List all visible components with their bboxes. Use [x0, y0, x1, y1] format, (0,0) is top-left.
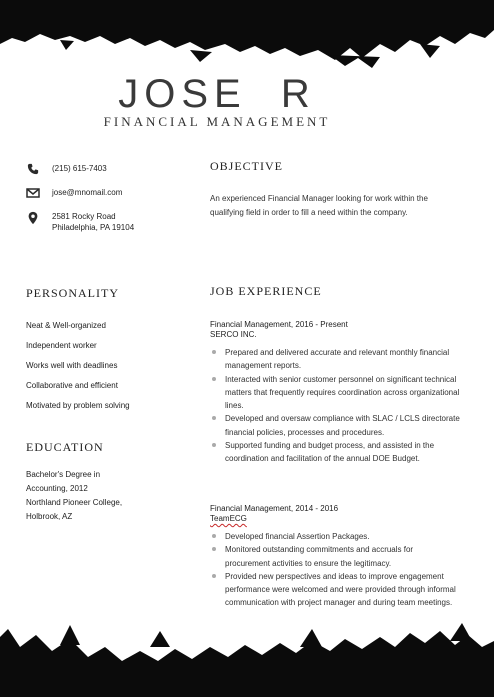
education-line: Northland Pioneer College, [26, 498, 123, 507]
job-bullet: Developed and oversaw compliance with SLAC / LCLS directorate financial policies, processes and procedures. [210, 412, 460, 439]
personality-heading: PERSONALITY [26, 286, 120, 300]
phone-icon [26, 163, 40, 175]
job-company: SERCO INC. [210, 330, 257, 339]
objective-heading: OBJECTIVE [210, 159, 283, 173]
job-bullet: Supported funding and budget process, and assisted in the coordination and facilitation of the annual DOE Budget. [210, 439, 460, 466]
personality-item: Collaborative and efficient [26, 381, 118, 390]
contact-phone-row [26, 163, 134, 175]
education-details [26, 468, 186, 524]
ink-brush-bottom-decoration [0, 617, 494, 697]
personality-item: Works well with deadlines [26, 361, 118, 370]
education-heading: EDUCATION [26, 440, 104, 454]
location-pin-icon [26, 211, 40, 225]
job-entry [210, 504, 460, 610]
education-line: Bachelor's Degree in [26, 470, 101, 479]
job-bullet: Prepared and delivered accurate and relevant monthly financial management reports. [210, 346, 460, 373]
ink-brush-top-decoration [0, 0, 494, 70]
job-bullet: Interacted with senior customer personnel on significant technical matters that frequently requires coordination across organizational lines. [210, 373, 460, 413]
objective-text: An experienced Financial Manager looking for work within the qualifying field in order to fill a need within the company. [210, 194, 428, 217]
job-bullets [210, 346, 460, 466]
candidate-title: FINANCIAL MANAGEMENT [103, 114, 331, 129]
contact-block [26, 163, 134, 245]
contact-address [52, 211, 134, 233]
job-entry [210, 320, 460, 466]
personality-item: Neat & Well-organized [26, 321, 106, 330]
job-bullet: Developed financial Assertion Packages. [210, 530, 460, 543]
personality-item: Motivated by problem solving [26, 401, 130, 410]
job-company: TeamECG [210, 514, 247, 523]
contact-email-row [26, 187, 134, 199]
job-bullets [210, 530, 460, 610]
candidate-name: JOSE R [118, 72, 316, 116]
contact-email[interactable]: jose@mnomail.com [52, 188, 123, 197]
job-experience-heading: JOB EXPERIENCE [210, 284, 322, 298]
education-line: Holbrook, AZ [26, 512, 73, 521]
education-line: Accounting, 2012 [26, 484, 88, 493]
contact-address-row [26, 211, 134, 233]
job-title: Financial Management, 2016 - Present [210, 320, 348, 329]
contact-phone: (215) 615-7403 [52, 164, 107, 173]
address-line-1: 2581 Rocky Road [52, 212, 116, 221]
mail-icon [26, 187, 40, 199]
job-title: Financial Management, 2014 - 2016 [210, 504, 339, 513]
job-bullet: Provided new perspectives and ideas to improve engagement performance were welcomed and were provided through informal communication with project manager and during team meetings. [210, 570, 460, 610]
personality-item: Independent worker [26, 341, 97, 350]
address-line-2: Philadelphia, PA 19104 [52, 223, 135, 232]
job-bullet: Monitored outstanding commitments and accruals for procurement activities to ensure the legitimacy. [210, 543, 460, 570]
personality-list [26, 320, 130, 420]
